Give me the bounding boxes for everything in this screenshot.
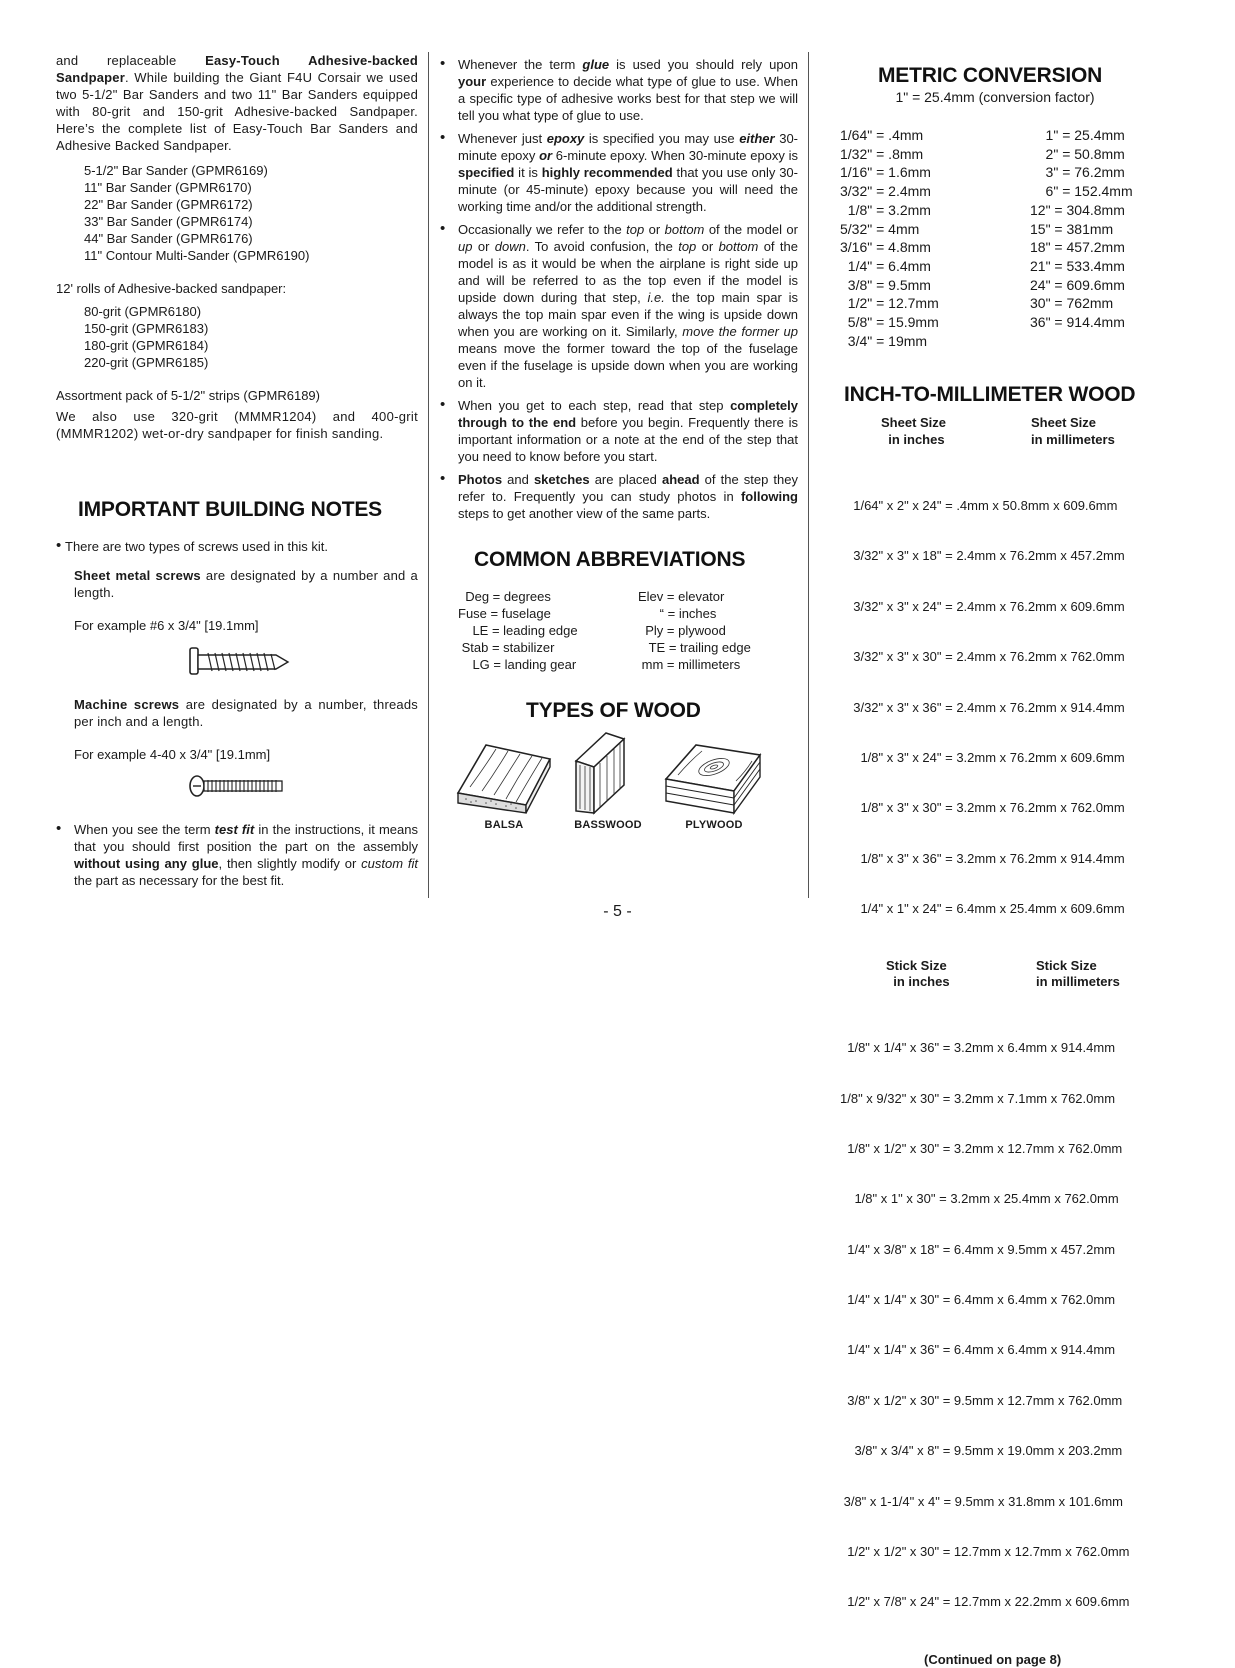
list-item: 1/8" x 9/32" x 30" = 3.2mm x 7.1mm x 762.0mm (840, 1090, 1116, 1106)
stick-size-inches-header: Stick Size in inches (886, 957, 950, 990)
wood-label: PLYWOOD (685, 819, 743, 831)
metric-item: 1" = 25.4mm (1030, 127, 1125, 143)
machine-screw-icon (188, 773, 288, 799)
abbr-item: Stab = stabilizer (458, 640, 555, 655)
abbr-item: Fuse = fuselage (458, 606, 551, 621)
basswood-icon (566, 731, 650, 815)
glue-text: • Whenever the term glue is used you should rely upon your experience to decide what type of glue to use. When a specific type of adhesive works best for that step we will tell you what type of glue to use. (458, 57, 799, 123)
metric-item: 15" = 381mm (1030, 220, 1114, 237)
list-item: 1/8" x 3" x 24" = 3.2mm x 76.2mm x 609.6mm (846, 749, 1125, 765)
metric-item: 1/8" = 3.2mm (840, 201, 931, 218)
sander-list (56, 162, 418, 264)
list-item: 22" Bar Sander (GPMR6172) (84, 197, 253, 212)
rolls-heading: 12' rolls of Adhesive-backed sandpaper: (56, 281, 287, 296)
machine-screw-example: For example 4-40 x 3/4" [19.1mm] (74, 747, 271, 762)
list-item: 11" Bar Sander (GPMR6170) (84, 180, 252, 195)
metric-factor: 1" = 25.4mm (conversion factor) (895, 89, 1095, 105)
abbreviations-title: COMMON ABBREVIATIONS (474, 548, 746, 571)
top-bottom-text: • Occasionally we refer to the top or bottom of the model or up or down. To avoid confusion, the top or bottom of the model is as it would be when the airplane is right side up and will be referred to as the top even if the model is upside down during that step, i.e. the top main spar is always the top main spar even if the wing is upside down when you are working on it. Similarly, move the former up means move the former toward the top of the fuselage even if the fuselage is upside down when you are working on it. (458, 222, 799, 390)
list-item: 1/64" x 2" x 24" = .4mm x 50.8mm x 609.6mm (846, 498, 1118, 514)
metric-item: 3/16" = 4.8mm (840, 239, 931, 256)
list-item: 11" Contour Multi-Sander (GPMR6190) (84, 248, 310, 263)
list-item: 150-grit (GPMR6183) (84, 321, 209, 336)
list-item: 3/8" x 3/4" x 8" = 9.5mm x 19.0mm x 203.2mm (840, 1443, 1123, 1459)
list-item: 1/2" x 7/8" x 24" = 12.7mm x 22.2mm x 609.6mm (840, 1594, 1130, 1610)
list-item: 1/8" x 1" x 30" = 3.2mm x 25.4mm x 762.0mm (840, 1191, 1119, 1207)
metric-conversion-title: METRIC CONVERSION (878, 64, 1103, 87)
screws-intro (56, 538, 418, 555)
metric-item: 1/4" = 6.4mm (840, 257, 931, 274)
list-item: 80-grit (GPMR6180) (84, 304, 202, 319)
list-item: 220-grit (GPMR6185) (84, 355, 209, 370)
stick-size-mm-header: Stick Size in millimeters (1036, 957, 1120, 990)
column-left (56, 52, 418, 889)
types-of-wood-title: TYPES OF WOOD (526, 699, 701, 722)
list-item: 44" Bar Sander (GPMR6176) (84, 231, 253, 246)
sheet-metal-example: For example #6 x 3/4" [19.1mm] (74, 618, 259, 633)
list-item: 3/32" x 3" x 18" = 2.4mm x 76.2mm x 457.2mm (846, 548, 1125, 564)
metric-item: 1/32" = .8mm (840, 145, 924, 162)
metric-table (840, 126, 1166, 350)
test-fit-text: • When you see the term test fit in the instructions, it means that you should first position the part on the assembly without using any glue, then slightly modify or custom fit the part as necessary for the best fit. (74, 822, 418, 888)
abbr-item: TE = trailing edge (638, 640, 751, 655)
list-item: 33" Bar Sander (GPMR6174) (84, 214, 253, 229)
rolls-list (56, 303, 418, 371)
abbr-item: LG = landing gear (458, 657, 577, 672)
abbr-item: “ = inches (638, 606, 717, 621)
plywood-icon (664, 735, 764, 815)
list-item: 1/4" x 1/4" x 36" = 6.4mm x 6.4mm x 914.4mm (840, 1342, 1116, 1358)
list-item: 3/8" x 1-1/4" x 4" = 9.5mm x 31.8mm x 101.6mm (840, 1493, 1123, 1509)
stick-size-header (886, 958, 1166, 991)
metric-item: 12" = 304.8mm (1030, 201, 1125, 218)
metric-item: 1/16" = 1.6mm (840, 164, 931, 181)
metric-item: 6" = 152.4mm (1030, 183, 1133, 200)
metric-item: 1/2" = 12.7mm (840, 295, 939, 312)
list-item: 3/8" x 1/2" x 30" = 9.5mm x 12.7mm x 762.0mm (840, 1392, 1123, 1408)
abbr-item: LE = leading edge (458, 623, 578, 638)
test-fit-note (56, 821, 418, 889)
column-right (826, 52, 1166, 1668)
photos-text: • Photos and sketches are placed ahead of the step they refer to. Frequently you can study photos in following steps to get another view of the same parts. (458, 472, 799, 521)
abbr-item: Deg = degrees (458, 589, 551, 604)
list-item: 5-1/2" Bar Sander (GPMR6169) (84, 163, 268, 178)
metric-item: 36" = 914.4mm (1030, 314, 1125, 331)
basswood-figure (566, 731, 650, 831)
inch-to-mm-wood-title: INCH-TO-MILLIMETER WOOD (844, 383, 1136, 407)
wood-illustrations (456, 731, 798, 831)
metric-item: 2" = 50.8mm (1030, 145, 1125, 162)
list-item: 1/4" x 1/4" x 30" = 6.4mm x 6.4mm x 762.0mm (840, 1292, 1116, 1308)
metric-item: 3/4" = 19mm (840, 332, 928, 349)
list-item: 1/8" x 3" x 30" = 3.2mm x 76.2mm x 762.0mm (846, 800, 1125, 816)
sheet-metal-block (56, 567, 418, 799)
machine-screw-text: Machine screws are designated by a number, threads per inch and a length. (74, 697, 418, 729)
metric-item: 3" = 76.2mm (1030, 164, 1125, 181)
abbr-item: mm = millimeters (638, 657, 741, 672)
list-item: 1/2" x 1/2" x 30" = 12.7mm x 12.7mm x 762.0mm (840, 1544, 1130, 1560)
column-divider-right (808, 52, 809, 898)
page-number: - 5 - (603, 903, 632, 920)
sheet-size-mm-header: Sheet Size in millimeters (1031, 415, 1115, 447)
balsa-wood-icon (456, 741, 552, 815)
plywood-figure (664, 735, 764, 831)
read-step-note (440, 397, 798, 465)
list-item: 1/8" x 3" x 36" = 3.2mm x 76.2mm x 914.4mm (846, 850, 1125, 866)
balsa-figure (456, 741, 552, 831)
read-step-text: • When you get to each step, read that step completely through to the end before you begin. Frequently there is important information or a note at the end of the step that you need to know before you start. (458, 398, 798, 464)
sandpaper-intro: and replaceable Easy-Touch Adhesive-backed Sandpaper. While building the Giant F4U Corsair we used two 5-1/2" Bar Sanders and two 11" Bar Sanders equipped with 80-grit and 150-grit Adhesive-backed Sandpaper. Here’s the complete list of Easy-Touch Bar Sanders and Adhesive Backed Sandpaper. (56, 53, 418, 153)
sheet-metal-text: Sheet metal screws are designated by a number and a length. (74, 568, 418, 600)
sheet-size-inches-header: Sheet Size in inches (881, 415, 947, 447)
building-notes-title: IMPORTANT BUILDING NOTES (78, 498, 382, 521)
wetdry-text: We also use 320-grit (MMMR1204) and 400-grit (MMMR1202) wet-or-dry sandpaper for finish sanding. (56, 409, 418, 441)
abbreviations-table (458, 588, 798, 673)
metric-item: 24" = 609.6mm (1030, 276, 1125, 293)
sheet-metal-screw-icon (188, 646, 298, 678)
abbr-item: Ply = plywood (638, 623, 726, 638)
list-item: 3/32" x 3" x 36" = 2.4mm x 76.2mm x 914.4mm (846, 699, 1125, 715)
list-item: 3/32" x 3" x 30" = 2.4mm x 76.2mm x 762.0mm (846, 649, 1125, 665)
stick-size-list (840, 1007, 1166, 1645)
continued-note: (Continued on page 8) (924, 1651, 1062, 1667)
screws-intro-text: • There are two types of screws used in this kit. (65, 539, 328, 554)
sheet-size-header (881, 415, 1166, 448)
metric-item: 5/32" = 4mm (840, 220, 920, 237)
photos-note (440, 471, 798, 522)
abbr-item: Elev = elevator (638, 589, 725, 604)
metric-item: 3/8" = 9.5mm (840, 276, 931, 293)
metric-item: 30" = 762mm (1030, 295, 1114, 312)
list-item: 180-grit (GPMR6184) (84, 338, 209, 353)
metric-item: 3/32" = 2.4mm (840, 183, 931, 200)
list-item: 1/4" x 1" x 24" = 6.4mm x 25.4mm x 609.6mm (846, 901, 1125, 917)
column-divider-left (428, 52, 429, 898)
column-middle (440, 52, 798, 831)
sheet-size-list (846, 464, 1166, 951)
epoxy-note (440, 130, 798, 215)
assortment-text: Assortment pack of 5-1/2" strips (GPMR6189) (56, 388, 320, 403)
epoxy-text: • Whenever just epoxy is specified you may use either 30-minute epoxy or 6-minute epoxy. When 30-minute epoxy is specified it is highly recommended that you use only 30-minute (or 45-minute) epoxy because you will need the working time and/or the additional strength. (458, 131, 798, 214)
glue-note (440, 56, 798, 124)
list-item: 3/32" x 3" x 24" = 2.4mm x 76.2mm x 609.6mm (846, 598, 1125, 614)
metric-item: 21" = 533.4mm (1030, 257, 1125, 274)
metric-item: 1/64" = .4mm (840, 127, 924, 143)
list-item: 1/4" x 3/8" x 18" = 6.4mm x 9.5mm x 457.2mm (840, 1241, 1116, 1257)
list-item: 1/8" x 1/2" x 30" = 3.2mm x 12.7mm x 762.0mm (840, 1140, 1123, 1156)
list-item: 1/8" x 1/4" x 36" = 3.2mm x 6.4mm x 914.4mm (840, 1040, 1116, 1056)
metric-item: 5/8" = 15.9mm (840, 314, 939, 331)
wood-label: BASSWOOD (574, 819, 642, 831)
wood-label: BALSA (484, 819, 524, 831)
top-bottom-note (440, 221, 798, 391)
metric-item: 18" = 457.2mm (1030, 239, 1125, 256)
